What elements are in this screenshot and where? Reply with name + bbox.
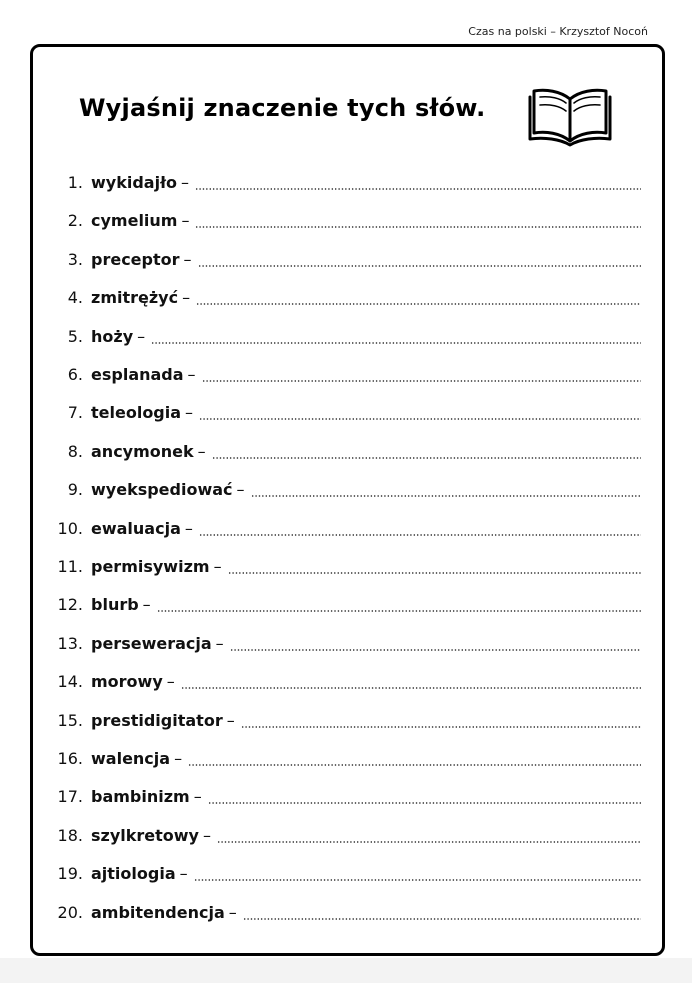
worksheet-title: Wyjaśnij znaczenie tych słów. — [79, 94, 486, 122]
item-word-text: permisywizm — [91, 557, 210, 576]
list-item — [33, 709, 662, 733]
list-item — [33, 401, 662, 425]
answer-line[interactable] — [243, 918, 641, 920]
item-word — [91, 325, 145, 349]
list-item — [33, 363, 662, 387]
item-dash: – — [181, 211, 190, 231]
item-number: 6. — [67, 365, 83, 384]
answer-line[interactable] — [188, 764, 641, 766]
item-dash: – — [142, 595, 151, 615]
item-word — [91, 670, 175, 694]
item-word-text: zmitrężyć — [91, 288, 179, 308]
item-dash: – — [181, 173, 189, 192]
item-word-text: ajtiologia — [91, 864, 176, 884]
worksheet-frame — [30, 44, 665, 956]
list-item — [33, 670, 662, 694]
item-number: 16. — [57, 749, 83, 768]
item-word-text: szylkretowy — [91, 825, 199, 845]
list-item — [33, 517, 662, 541]
item-dash: – — [179, 864, 188, 884]
item-dash: – — [202, 825, 211, 845]
list-item — [33, 862, 662, 886]
item-dash: – — [197, 441, 206, 461]
item-word — [91, 363, 196, 387]
item-word-text: teleologia — [91, 403, 182, 423]
answer-line[interactable] — [151, 342, 641, 344]
item-dash: – — [213, 557, 222, 576]
item-word — [91, 862, 188, 886]
item-word-text: ewaluacja — [91, 518, 181, 538]
item-number: 7. — [67, 403, 83, 423]
item-dash: – — [185, 403, 194, 423]
list-item — [33, 593, 662, 617]
item-word — [91, 171, 189, 195]
list-item — [33, 478, 662, 502]
item-word-text: morowy — [91, 672, 163, 692]
item-dash: – — [182, 288, 191, 308]
answer-line[interactable] — [202, 380, 641, 382]
item-word — [91, 709, 235, 733]
answer-line[interactable] — [196, 303, 641, 305]
item-word — [91, 555, 222, 579]
item-word — [91, 517, 193, 541]
item-number: 17. — [57, 787, 83, 807]
header-credit: Czas na polski – Krzysztof Nocoń — [468, 25, 648, 38]
item-word — [91, 632, 224, 656]
item-number: 9. — [67, 480, 83, 500]
answer-line[interactable] — [195, 226, 641, 228]
item-number: 13. — [57, 633, 83, 653]
item-word-text: bambinizm — [91, 787, 190, 807]
answer-line[interactable] — [199, 534, 641, 536]
item-word — [91, 209, 189, 233]
item-word-text: wyekspediować — [91, 480, 233, 500]
item-word — [91, 747, 182, 771]
item-word — [91, 286, 190, 310]
item-word-text: perseweracja — [91, 633, 212, 653]
item-word — [91, 785, 202, 809]
item-word-text: blurb — [91, 595, 139, 615]
answer-line[interactable] — [208, 802, 641, 804]
answer-line[interactable] — [228, 572, 641, 574]
item-number: 5. — [67, 326, 83, 346]
item-word — [91, 593, 151, 617]
item-dash: – — [183, 249, 192, 269]
item-word — [91, 824, 211, 848]
item-word-text: hoży — [91, 326, 134, 346]
item-number: 2. — [67, 211, 83, 231]
page-bottom-edge — [0, 958, 692, 983]
item-dash: – — [226, 710, 235, 730]
list-item — [33, 824, 662, 848]
list-item — [33, 286, 662, 310]
answer-line[interactable] — [217, 841, 641, 843]
item-dash: – — [228, 902, 237, 922]
item-dash: – — [166, 672, 175, 692]
item-number: 8. — [67, 441, 83, 461]
answer-line[interactable] — [198, 265, 641, 267]
item-number: 12. — [57, 595, 83, 615]
list-item — [33, 632, 662, 656]
item-dash: – — [137, 326, 146, 346]
word-list — [33, 47, 662, 953]
item-number: 11. — [57, 557, 83, 576]
list-item — [33, 747, 662, 771]
list-item — [33, 440, 662, 464]
answer-line[interactable] — [194, 879, 641, 881]
item-number: 3. — [67, 249, 83, 269]
answer-line[interactable] — [195, 188, 641, 190]
item-dash: – — [174, 749, 183, 768]
item-word — [91, 248, 192, 272]
item-dash: – — [187, 365, 196, 384]
item-number: 18. — [57, 825, 83, 845]
item-word-text: ambitendencja — [91, 902, 225, 922]
list-item — [33, 901, 662, 925]
list-item — [33, 171, 662, 195]
item-dash: – — [236, 480, 245, 500]
answer-line[interactable] — [181, 687, 641, 689]
item-number: 4. — [67, 288, 83, 308]
list-item — [33, 785, 662, 809]
list-item — [33, 555, 662, 579]
item-word — [91, 901, 237, 925]
item-number: 19. — [57, 864, 83, 884]
answer-line[interactable] — [157, 610, 641, 612]
item-word-text: preceptor — [91, 249, 180, 269]
item-word-text: ancymonek — [91, 441, 194, 461]
answer-line[interactable] — [241, 726, 641, 728]
list-item — [33, 325, 662, 349]
list-item — [33, 248, 662, 272]
list-item — [33, 209, 662, 233]
item-word-text: esplanada — [91, 365, 184, 384]
answer-line[interactable] — [199, 418, 641, 420]
item-word-text: walencja — [91, 749, 171, 768]
item-dash: – — [215, 633, 224, 653]
item-number: 1. — [67, 173, 83, 192]
item-word-text: cymelium — [91, 211, 178, 231]
item-word-text: prestidigitator — [91, 710, 223, 730]
item-word — [91, 401, 193, 425]
item-dash: – — [193, 787, 202, 807]
item-word-text: wykidajło — [91, 173, 177, 192]
answer-line[interactable] — [251, 495, 641, 497]
answer-line[interactable] — [230, 649, 641, 651]
item-number: 20. — [57, 902, 83, 922]
answer-line[interactable] — [212, 457, 641, 459]
item-word — [91, 478, 245, 502]
item-dash: – — [184, 518, 193, 538]
item-number: 14. — [57, 672, 83, 692]
item-word — [91, 440, 206, 464]
item-number: 15. — [57, 710, 83, 730]
item-number: 10. — [57, 518, 83, 538]
